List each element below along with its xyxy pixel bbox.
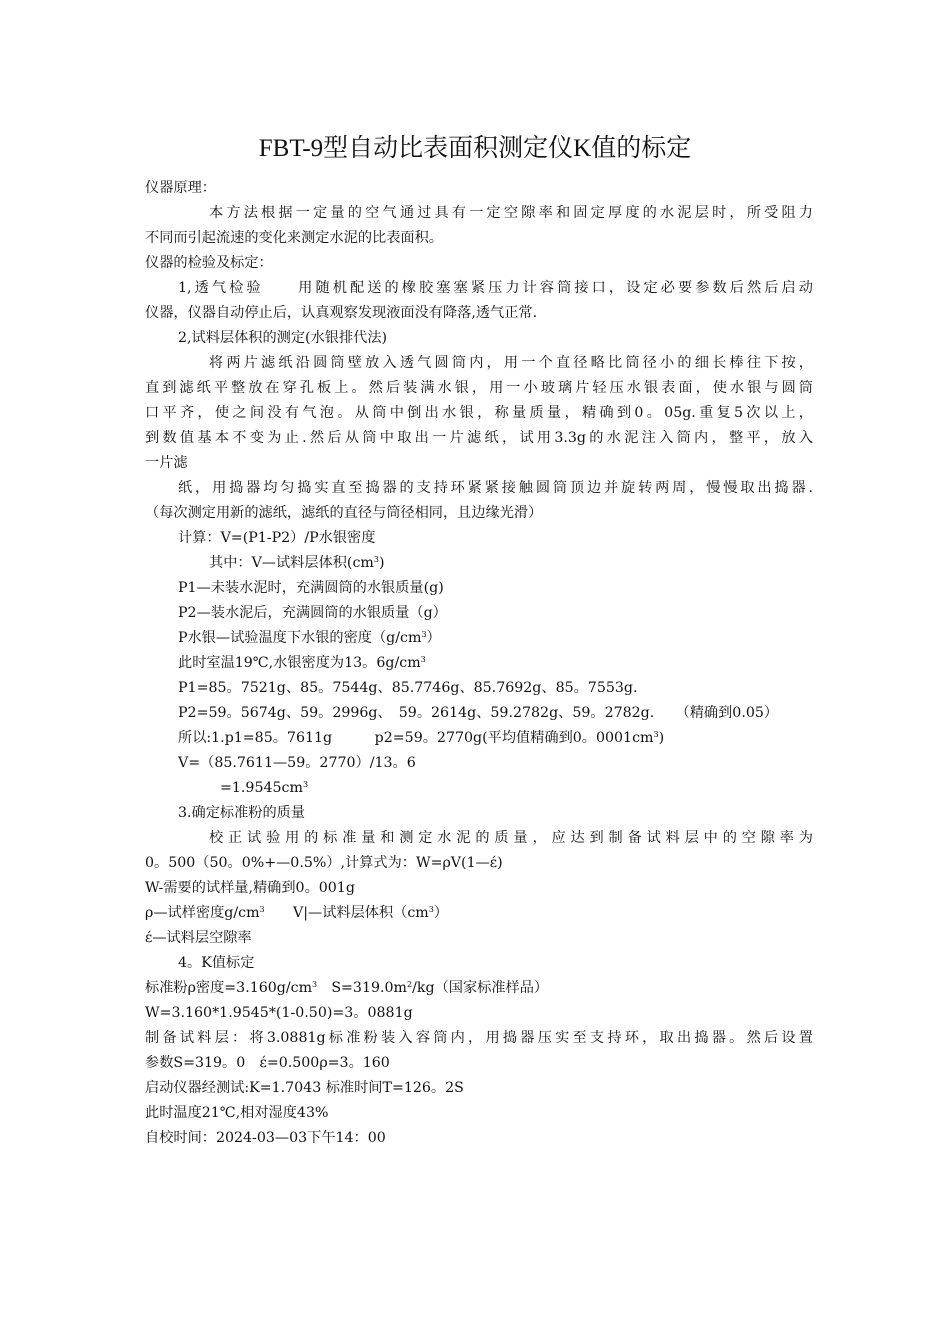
formula-line: $=1.9545cm^3$ — [220, 780, 309, 796]
subsection-heading: 4。K值标定 — [178, 955, 255, 971]
measurement-line: 所以:1.p1=85。7611g p2=59。2770g(平均值精确到0。$0001cm^3$) — [178, 730, 665, 746]
paragraph-line: 仪器，仪器自动停止后，认真观察发现液面没有降落,透气正常. — [145, 305, 538, 321]
measurement-line: P1=85。7521g、85。7544g、85.7746g、85.7692g、85。7553g. — [178, 680, 638, 696]
formula-line: 其中：V—试料层体积$(cm^3)$ — [209, 555, 385, 571]
paragraph-line: 标准粉ρ密度$=3.160g/cm^3$ $S=319.0m^2/kg$（国家标准样品） — [145, 980, 549, 996]
section-heading-principle: 仪器原理： — [145, 180, 216, 196]
paragraph-line: 将两片滤纸沿圆筒壁放入透气圆筒内，用一个直径略比筒径小的细长棒往下按， — [209, 355, 813, 371]
document-body — [145, 176, 813, 1151]
document-title: FBT-9型自动比表面积测定仪K值的标定 — [258, 135, 692, 162]
formula-line: P水银—试验温度下水银的密度$(g/cm^3)$ — [178, 630, 441, 646]
formula-line: 此时室温19℃,水银密度为13。$6g/cm^3$ — [178, 655, 426, 671]
paragraph-line: έ—试料层空隙率 — [145, 930, 252, 946]
paragraph-line: 启动仪器经测试:K=1.7043 标准时间T=126。2S — [145, 1080, 464, 1096]
paragraph-line: 1,透气检验 用随机配送的橡胶塞塞紧压力计容筒接口，设定必要参数后然后启动 — [178, 280, 813, 296]
paragraph-line: 本方法根据一定量的空气通过具有一定空隙率和固定厚度的水泥层时，所受阻力 — [209, 205, 813, 221]
formula-line: P2—装水泥后，充满圆筒的水银质量（g） — [178, 605, 447, 621]
formula-line: P1—未装水泥时，充满圆筒的水银质量(g) — [178, 580, 444, 596]
paragraph-line: 0。500（50。0%+—0.5%）,计算式为：W=ρV(1—έ) — [145, 855, 503, 871]
measurement-line: P2=59。5674g、59。2996g、 59。2614g、59.2782g、59。2782g. （精确到0.05） — [178, 705, 779, 721]
paragraph-line: 此时温度21℃,相对湿度43% — [145, 1105, 329, 1121]
paragraph-line: 到数值基本不变为止.然后从筒中取出一片滤纸，试用3.3g的水泥注入筒内，整平，放入 — [145, 430, 813, 446]
paragraph-line: W-需要的试样量,精确到0。001g — [145, 880, 355, 896]
formula-line: V=（85.7611—59。2770）/13。6 — [178, 755, 416, 771]
paragraph-line: 参数S=319。0 έ=0.500ρ=3。160 — [145, 1055, 390, 1071]
subsection-heading: 2,试料层体积的测定(水银排代法) — [178, 330, 388, 346]
paragraph-line: 口平齐，使之间没有气泡。从筒中倒出水银，称量质量，精确到0。05g.重复5次以上， — [145, 405, 813, 421]
paragraph-line: 不同而引起流速的变化来测定水泥的比表面积。 — [145, 230, 443, 246]
subsection-heading: 3.确定标准粉的质量 — [178, 805, 306, 821]
paragraph-line: ρ—试样密度$g/cm^3$ V|—试料层体积$(cm^3)$ — [145, 905, 449, 921]
section-heading-calibration: 仪器的检验及标定： — [145, 255, 273, 271]
paragraph-line: 自校时间：2024-03—03下午14：00 — [145, 1130, 386, 1146]
paragraph-line: （每次测定用新的滤纸，滤纸的直径与筒径相同，且边缘光滑） — [145, 505, 543, 521]
paragraph-line: 校正试验用的标准量和测定水泥的质量，应达到制备试料层中的空隙率为 — [209, 830, 813, 846]
formula-line: 计算：V=(P1-P2）/P水银密度 — [178, 530, 376, 546]
paragraph-line: 制备试料层：将3.0881g标准粉装入容筒内，用捣器压实至支持环，取出捣器。然后设置 — [145, 1030, 813, 1046]
paragraph-line: 纸，用捣器均匀捣实直至捣器的支持环紧紧接触圆筒顶边并旋转两周，慢慢取出捣器. — [178, 480, 813, 496]
formula-line: W=3.160*1.9545*(1-0.50)=3。0881g — [145, 1005, 413, 1021]
paragraph-line: 直到滤纸平整放在穿孔板上。然后装满水银，用一小玻璃片轻压水银表面，使水银与圆筒 — [145, 380, 813, 396]
paragraph-line: 一片滤 — [145, 455, 188, 471]
